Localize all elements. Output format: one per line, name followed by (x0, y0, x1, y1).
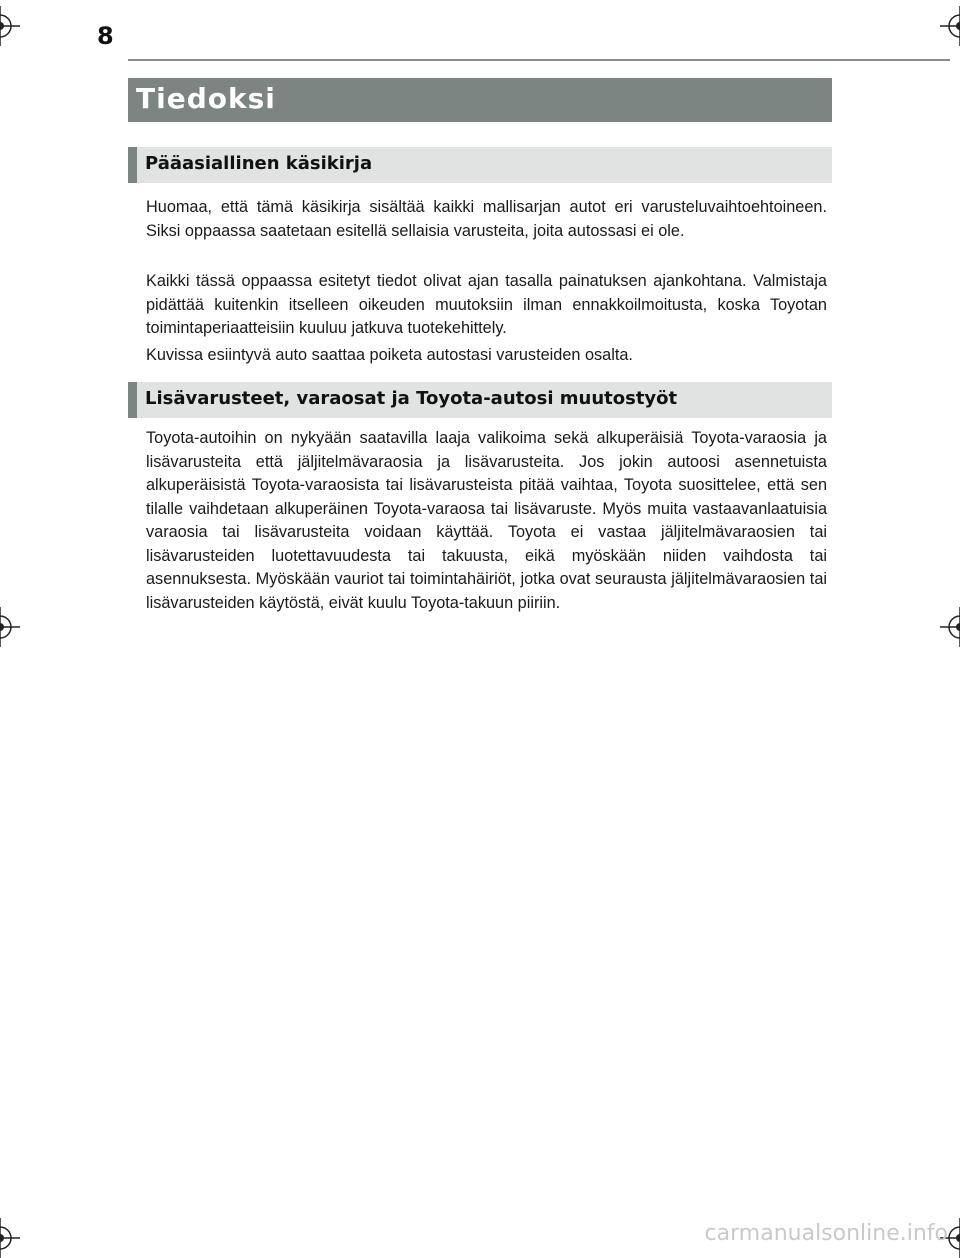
registration-mark-icon (0, 1218, 20, 1258)
page-number: 8 (97, 22, 114, 50)
section-heading: Pääasiallinen käsikirja (145, 153, 373, 174)
header-rule (128, 59, 950, 61)
section-heading: Lisävarusteet, varaosat ja Toyota-autosi muutostyöt (145, 388, 678, 409)
watermark: carmanualsonline.info (704, 1221, 948, 1246)
paragraph: Kaikki tässä oppaassa esitetyt tiedot olivat ajan tasalla painatuksen ajankohtana. Valmistaja pidättää kuitenkin itselleen oikeuden muutoksiin ilman ennakkoilmoitusta, koska Toyotan toimintaperiaatteisiin kuuluu jatkuva tuotekehittely. (146, 272, 827, 337)
page-title-bar (128, 78, 832, 122)
section-accent (128, 147, 137, 183)
registration-mark-icon (940, 6, 960, 46)
section-accent (128, 382, 137, 418)
registration-mark-icon (0, 6, 20, 46)
registration-mark-icon (940, 607, 960, 647)
paragraph: Toyota-autoihin on nykyään saatavilla laaja valikoima sekä alkuperäisiä Toyota-varaosia ja lisävarusteita että jäljitelmävaraosia ja lisävarusteita. Jos jokin autoosi asennetuista alkuperäisistä Toyota-varaosista tai lisävarusteista pitää vaihtaa, Toyota suosittelee, että sen tilalle vaihdetaan alkuperäinen Toyota-varaosa tai lisävaruste. Myös muita vastaavanlaatuisia varaosia tai lisävarusteita voidaan käyttää. Toyota ei vastaa jäljitelmävaraosien tai lisävarusteiden luotettavuudesta tai takuusta, eikä myöskään niiden vaihdosta tai asennuksesta. Myöskään vauriot tai toimintahäiriöt, jotka ovat seurausta jäljitelmävaraosien tai lisävarusteiden käytöstä, eivät kuulu Toyota-takuun piiriin. (146, 429, 827, 612)
page-title: Tiedoksi (136, 82, 276, 115)
paragraph: Kuvissa esiintyvä auto saattaa poiketa autostasi varusteiden osalta. (146, 346, 633, 364)
paragraph: Huomaa, että tämä käsikirja sisältää kaikki mallisarjan autot eri varusteluvaihtoehtoineen. Siksi oppaassa saatetaan esitellä sellaisia varusteita, joita autossasi ei ole. (146, 198, 827, 240)
section-heading-bar (128, 147, 832, 183)
section-heading-bar (128, 382, 832, 418)
registration-mark-icon (0, 607, 20, 647)
